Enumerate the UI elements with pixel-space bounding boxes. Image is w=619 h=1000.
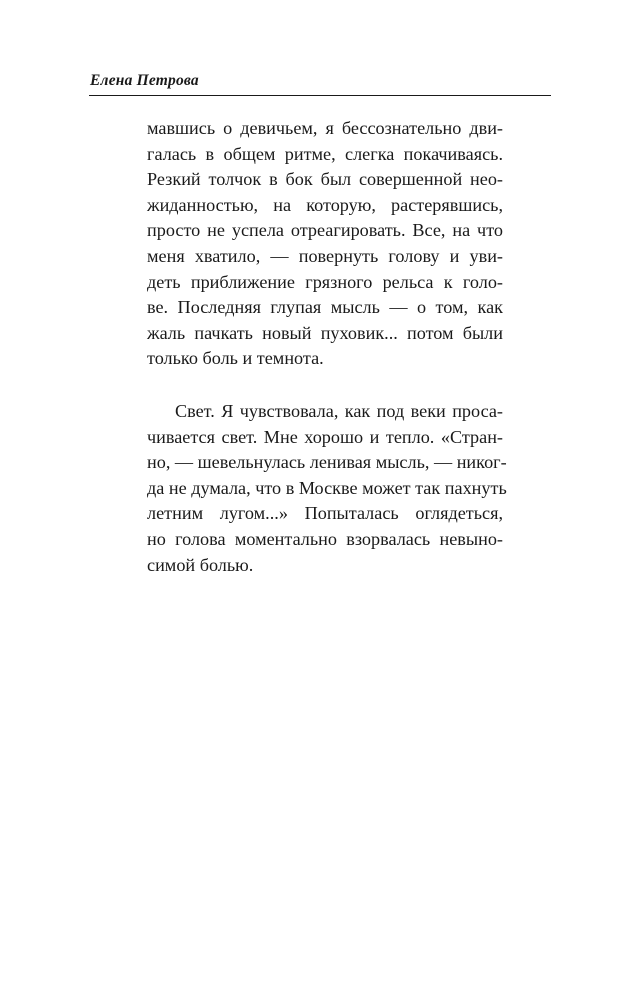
- text-line: жиданностью, на которую, растерявшись,: [147, 194, 503, 215]
- text-line: жаль пачкать новый пуховик... потом были: [147, 322, 503, 343]
- text-line: ве. Последняя глупая мысль — о том, как: [147, 297, 503, 318]
- text-line: деть приближение грязного рельса к голо-: [147, 271, 503, 292]
- text-line: только боль и темнота.: [147, 348, 324, 369]
- text-line: летним лугом...» Попыталась оглядеться,: [147, 503, 503, 524]
- text-line: мавшись о девичьем, я бессознательно дви-: [147, 118, 503, 138]
- text-line: просто не успела отреагировать. Все, на что: [147, 220, 503, 241]
- text-line: да не думала, что в Москве может так пахнуть: [147, 477, 507, 498]
- text-line: чивается свет. Мне хорошо и тепло. «Стран-: [147, 426, 503, 447]
- text-line: симой болью.: [147, 554, 254, 575]
- text-line: но голова моментально взорвалась невыно-: [147, 528, 503, 549]
- text-line: галась в общем ритме, слегка покачиваясь.: [147, 143, 503, 164]
- running-head-author: Елена Петрова: [90, 72, 199, 89]
- paragraph-1: [147, 116, 503, 372]
- text-line: Свет. Я чувствовала, как под веки проса-: [175, 400, 503, 421]
- paragraph-2: [147, 399, 507, 578]
- text-line: меня хватило, — повернуть голову и уви-: [147, 245, 503, 266]
- text-line: но, — шевельнулась ленивая мысль, — никог-: [147, 452, 507, 473]
- body-text: [147, 116, 507, 578]
- header-rule: [89, 95, 551, 96]
- paragraph-spacer: [147, 372, 503, 399]
- text-line: Резкий толчок в бок был совершенной нео-: [147, 169, 503, 190]
